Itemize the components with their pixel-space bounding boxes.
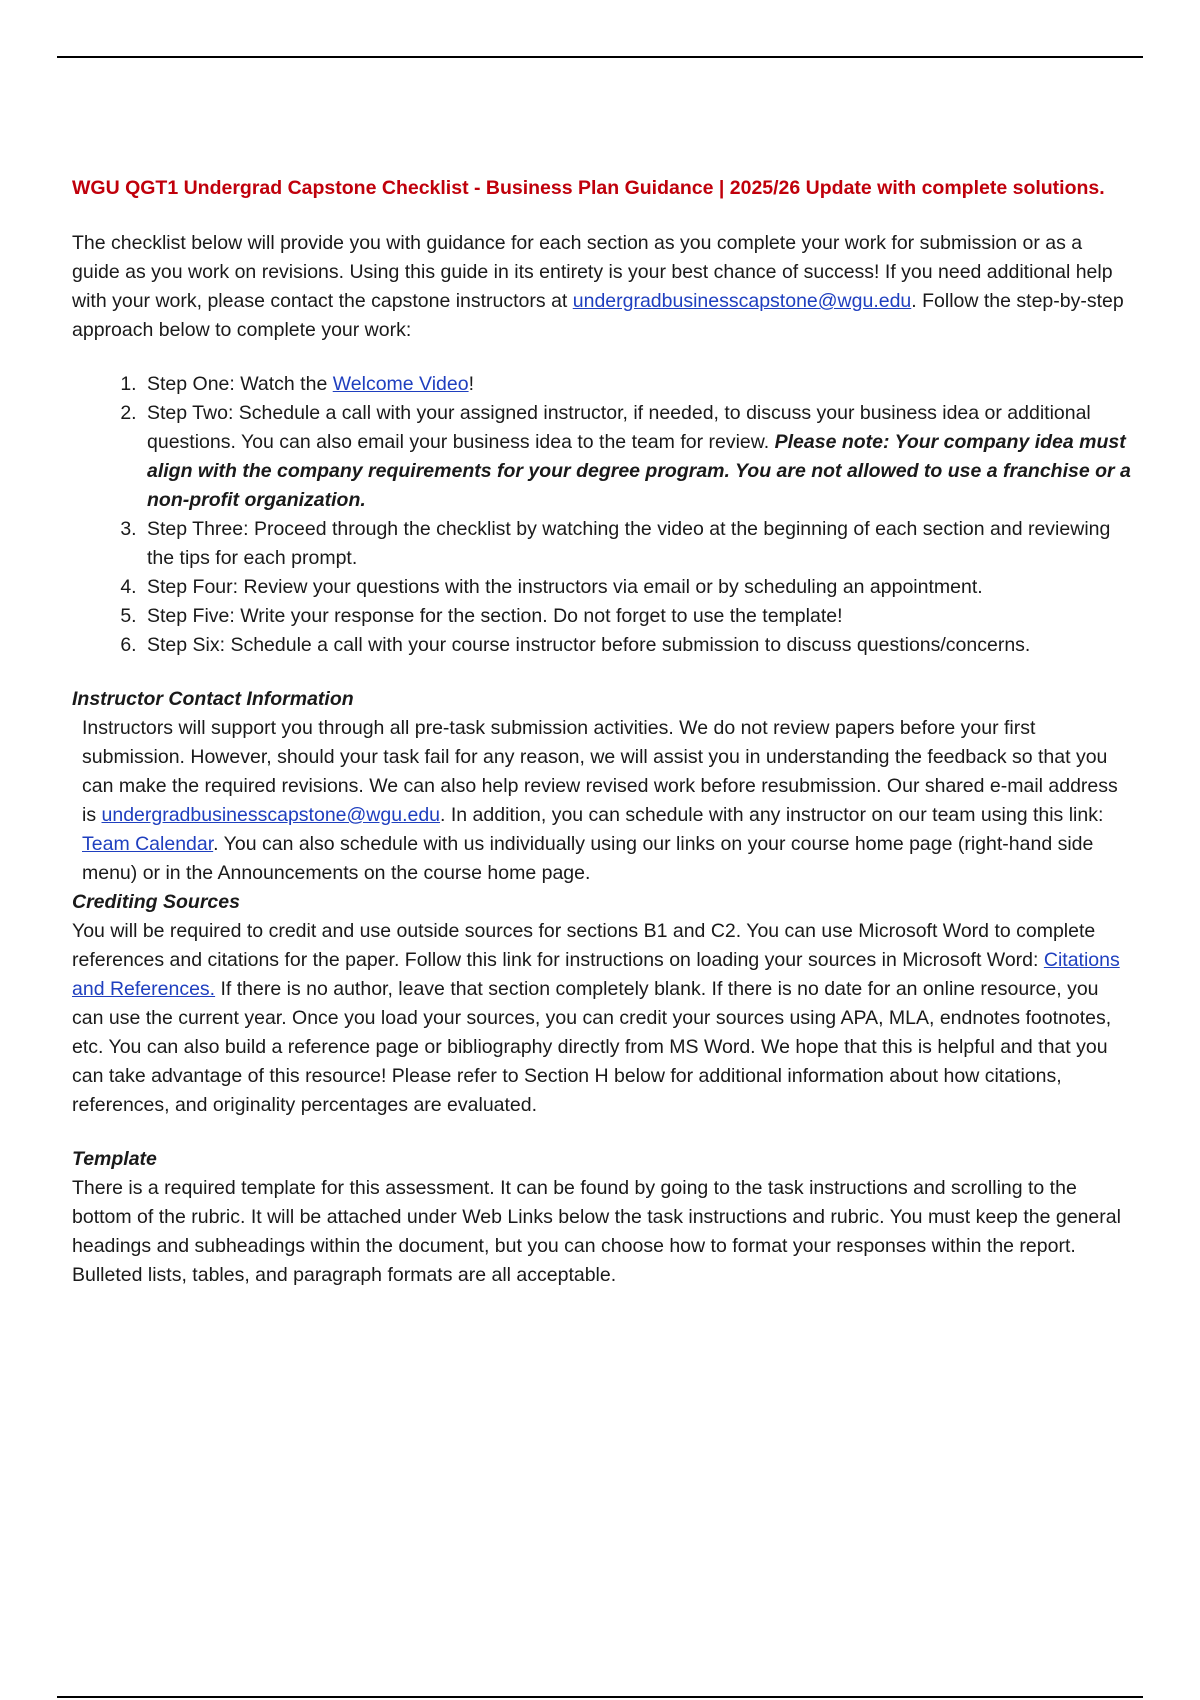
step-one-suffix: ! [468, 373, 474, 395]
instructor-contact-heading: Instructor Contact Information [72, 688, 354, 710]
instructor-text-end: . You can also schedule with us individually using our links on your course home page (right-hand side menu) or in the Announcements on the course home page. [82, 833, 1094, 884]
welcome-video-link[interactable]: Welcome Video [332, 373, 469, 395]
intro-text-end: . Follow the step-by-step approach below to complete your work: [72, 290, 1124, 341]
bottom-rule [57, 1696, 1143, 1698]
capstone-email-link[interactable]: undergradbusinesscapstone@wgu.edu [572, 290, 912, 312]
team-calendar-link[interactable]: Team Calendar [82, 833, 214, 855]
intro-paragraph [72, 229, 1132, 345]
document-title: WGU QGT1 Undergrad Capstone Checklist - Business Plan Guidance | 2025/26 Update with complete solutions. [72, 177, 1105, 199]
steps-list [72, 370, 1132, 660]
step-two-text: Step Two: Schedule a call with your assigned instructor, if needed, to discuss your business idea or additional questions. You can also email your business idea to the team for review. [147, 402, 1091, 453]
document-page [72, 174, 1132, 1290]
instructor-paragraph [72, 714, 1132, 888]
list-item [142, 370, 1132, 399]
step-one-text: Step One: Watch the [147, 373, 333, 395]
step-two-note: Please note: Your company idea must align with the company requirements for your degree program. You are not allowed to use a franchise or a non-profit organization. [147, 431, 1131, 511]
instructor-text: Instructors will support you through all pre-task submission activities. We do not review papers before your first submission. However, should your task fail for any reason, we will assist you in understanding the feedback so that you can make the required revisions. We can also help review revised work before resubmission. Our shared e-mail address is [82, 717, 1118, 826]
crediting-sources-heading: Crediting Sources [72, 891, 240, 913]
instructor-text-mid: . In addition, you can schedule with any instructor on our team using this link: [440, 804, 1104, 826]
crediting-paragraph [72, 917, 1132, 1120]
list-item [142, 399, 1132, 515]
crediting-text: You will be required to credit and use outside sources for sections B1 and C2. You can use Microsoft Word to complete references and citations for the paper. Follow this link for instructions on loading your sources in Microsoft Word: [72, 920, 1096, 971]
list-item: 5. Step Five: Write your response for the section. Do not forget to use the template! [142, 602, 1132, 631]
top-rule [57, 56, 1143, 58]
list-item: 4. Step Four: Review your questions with the instructors via email or by scheduling an appointment. [142, 573, 1132, 602]
template-heading: Template [72, 1148, 157, 1170]
crediting-text-end: If there is no author, leave that section completely blank. If there is no date for an online resource, you can use the current year. Once you load your sources, you can credit your sources using APA, MLA, endnotes footnotes, etc. You can also build a reference page or bibliography directly from MS Word. We hope that this is helpful and that you can take advantage of this resource! Please refer to Section H below for additional information about how citations, references, and originality percentages are evaluated. [72, 978, 1112, 1116]
citations-references-link[interactable]: Citations and References. [72, 949, 1120, 1000]
intro-text: The checklist below will provide you with guidance for each section as you complete your work for submission or as a guide as you work on revisions. Using this guide in its entirety is your best chance of success! If you need additional help with your work, please contact the capstone instructors at [72, 232, 1113, 312]
list-item: 3. Step Three: Proceed through the checklist by watching the video at the beginning of each section and reviewing the tips for each prompt. [142, 515, 1132, 573]
template-paragraph: There is a required template for this assessment. It can be found by going to the task instructions and scrolling to the bottom of the rubric. It will be attached under Web Links below the task instructions and rubric. You must keep the general headings and subheadings within the document, but you can choose how to format your responses within the report. Bulleted lists, tables, and paragraph formats are all acceptable. [72, 1177, 1121, 1286]
list-item: 6. Step Six: Schedule a call with your course instructor before submission to discuss questions/concerns. [142, 631, 1132, 660]
instructor-email-link[interactable]: undergradbusinesscapstone@wgu.edu [101, 804, 441, 826]
